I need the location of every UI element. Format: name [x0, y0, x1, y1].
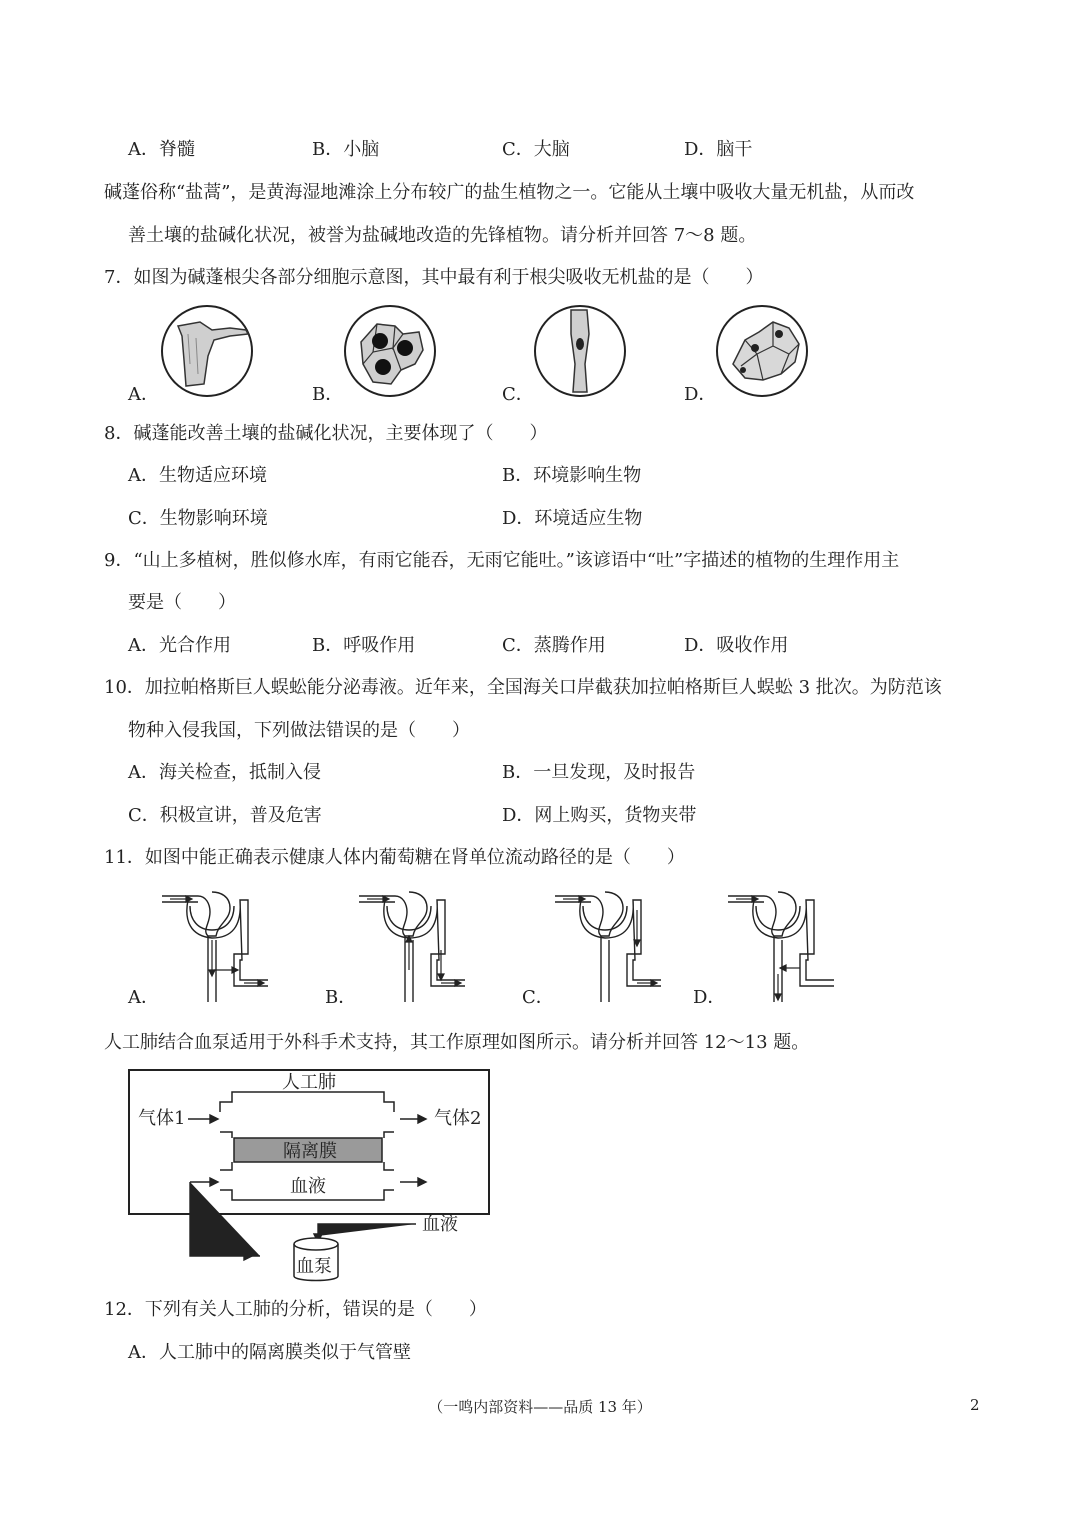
- page-number: 2: [970, 1396, 980, 1414]
- q6-option-a: A．脊髓: [128, 139, 195, 160]
- blood-in-label: 血液: [422, 1214, 458, 1235]
- q9-line1: 9．“山上多植树，胜似修水库，有雨它能吞，无雨它能吐。”该谚语中“吐”字描述的植物的生理作用主: [104, 550, 900, 571]
- elongation-cell-figure: [533, 304, 629, 400]
- q7-label-a: A．: [128, 384, 159, 405]
- q7-stem: 7．如图为碱蓬根尖各部分细胞示意图，其中最有利于根尖吸收无机盐的是（ ）: [104, 267, 764, 288]
- artificial-lung-diagram: [128, 1068, 494, 1286]
- q8-option-d: D．环境适应生物: [502, 508, 643, 529]
- q11-label-c: C．: [522, 987, 554, 1008]
- intro-7-8-line2: 善土壤的盐碱化状况，被誉为盐碱地改造的先锋植物。请分析并回答 7～8 题。: [128, 225, 757, 246]
- blood-chamber-label: 血液: [290, 1176, 326, 1197]
- page-footer: （一鸣内部资料——品质 13 年）: [428, 1398, 652, 1416]
- q7-label-d: D．: [684, 384, 717, 405]
- q11-label-b: B．: [325, 987, 357, 1008]
- q9-option-d: D．吸收作用: [684, 635, 789, 656]
- intro-12-13: 人工肺结合血泵适用于外科手术支持，其工作原理如图所示。请分析并回答 12～13 题。: [104, 1032, 810, 1053]
- q9-option-b: B．呼吸作用: [312, 635, 416, 656]
- q12-option-a: A．人工肺中的隔离膜类似于气管壁: [128, 1342, 411, 1363]
- q7-label-c: C．: [502, 384, 534, 405]
- q10-option-b: B．一旦发现，及时报告: [502, 762, 696, 783]
- nephron-path-figure-a: [160, 890, 270, 1002]
- intro-7-8-line1: 碱蓬俗称“盐蒿”，是黄海湿地滩涂上分布较广的盐生植物之一。它能从土壤中吸收大量无机盐，从而改: [104, 182, 915, 203]
- q11-stem: 11．如图中能正确表示健康人体内葡萄糖在肾单位流动路径的是（ ）: [104, 847, 685, 868]
- gas-out-label: 气体2: [434, 1108, 482, 1129]
- gas-in-label: 气体1: [138, 1108, 186, 1129]
- nephron-path-figure-d: [726, 890, 836, 1002]
- pump-label: 血泵: [296, 1256, 332, 1277]
- q8-option-b: B．环境影响生物: [502, 465, 642, 486]
- q11-label-a: A．: [128, 987, 159, 1008]
- lung-title: 人工肺: [282, 1072, 336, 1093]
- q6-option-c: C．大脑: [502, 139, 570, 160]
- q10-line1: 10．加拉帕格斯巨人蜈蚣能分泌毒液。近年来，全国海关口岸截获加拉帕格斯巨人蜈蚣 3 批次。为防范该: [104, 677, 942, 698]
- q6-option-d: D．脑干: [684, 139, 753, 160]
- nephron-path-figure-b: [357, 890, 467, 1002]
- q10-option-c: C．积极宣讲，普及危害: [128, 805, 322, 826]
- nephron-path-figure-c: [553, 890, 663, 1002]
- q6-option-b: B．小脑: [312, 139, 380, 160]
- q12-stem: 12．下列有关人工肺的分析，错误的是（ ）: [104, 1299, 487, 1320]
- q9-line2: 要是（ ）: [128, 592, 236, 613]
- q7-label-b: B．: [312, 384, 344, 405]
- root-cap-cells-figure: [715, 304, 811, 400]
- q8-option-c: C．生物影响环境: [128, 508, 268, 529]
- q10-option-d: D．网上购买，货物夹带: [502, 805, 697, 826]
- q8-option-a: A．生物适应环境: [128, 465, 267, 486]
- q11-label-d: D．: [693, 987, 726, 1008]
- meristem-cells-figure: [343, 304, 439, 400]
- q9-option-a: A．光合作用: [128, 635, 231, 656]
- q10-line2: 物种入侵我国，下列做法错误的是（ ）: [128, 720, 470, 741]
- q8-stem: 8．碱蓬能改善土壤的盐碱化状况，主要体现了（ ）: [104, 423, 548, 444]
- membrane-label: 隔离膜: [283, 1141, 337, 1162]
- q9-option-c: C．蒸腾作用: [502, 635, 606, 656]
- root-hair-cell-figure: [160, 304, 256, 400]
- q10-option-a: A．海关检查，抵制入侵: [128, 762, 321, 783]
